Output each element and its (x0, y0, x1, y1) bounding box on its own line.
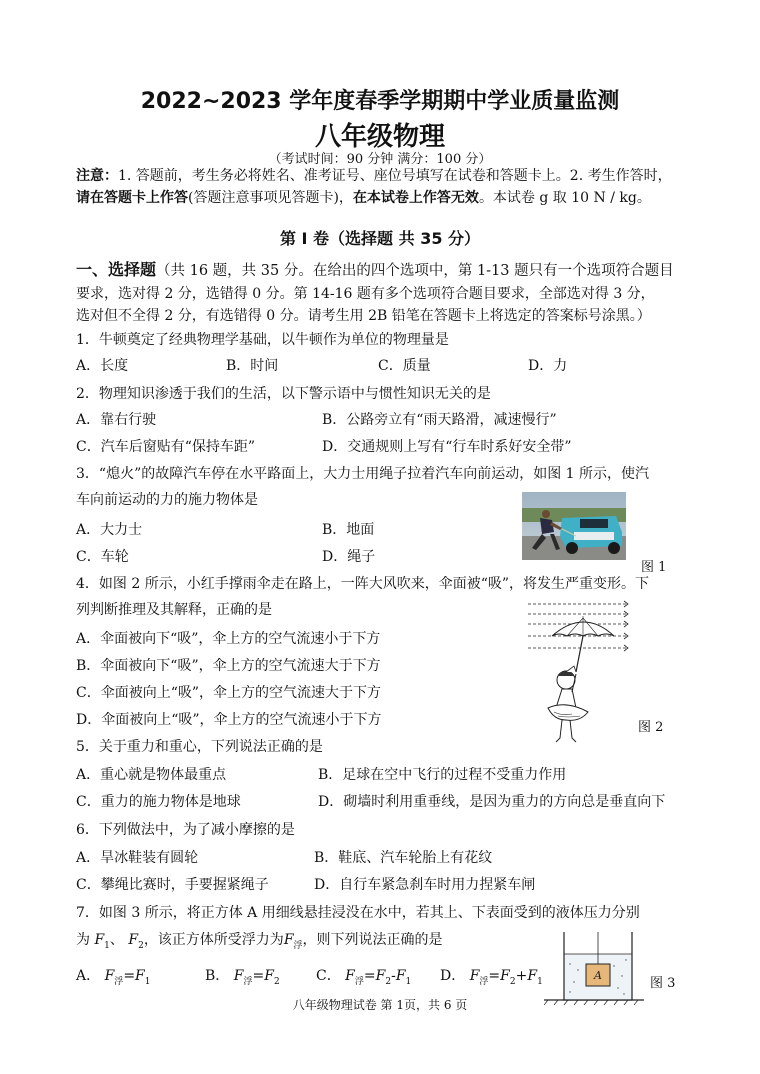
q4-option-d: D．伞面被向上“吸”，伞上方的空气流速小于下方 (76, 712, 382, 728)
q6-option-a: A．旱冰鞋装有圆轮 (76, 850, 199, 866)
q6-stem: 6．下列做法中，为了减小摩擦的是 (76, 822, 295, 838)
q1-option-c: C．质量 (378, 358, 431, 374)
part1-line-2: 要求，选对得 2 分，选错得 0 分。第 14-16 题有多个选项符合题目要求，全部选对得 3 分， (76, 286, 655, 302)
q5-option-b: B．足球在空中飞行的过程不受重力作用 (318, 767, 567, 783)
q2-option-c: C．汽车后窗贴有“保持车距” (76, 439, 256, 455)
q1-option-d: D．力 (528, 358, 568, 374)
part1-line-3: 选对但不全得 2 分，有选错得 0 分。请考生用 2B 铅笔在答题卡上将选定的答案标号涂黑。） (76, 308, 651, 324)
q4-line-2: 列判断推理及其解释，正确的是 (76, 602, 272, 618)
figure-2-drawing (526, 596, 630, 748)
q3-line-2: 车向前运动的力的施力物体是 (76, 492, 258, 508)
notice-line-2: 请在答题卡上作答(答题注意事项见答题卡)，在本试卷上作答无效。本试卷 g 取 10 N / kg。 (76, 190, 651, 206)
q7-option-d: D． $F_浮=F_2+F_1$ (440, 968, 543, 987)
q4-option-c: C．伞面被向上“吸”，伞上方的空气流速大于下方 (76, 685, 382, 701)
figure-2-label: 图 2 (638, 720, 664, 735)
umbrella-girl-image (526, 596, 630, 748)
q7-option-b: B． $F_浮=F_2$ (205, 968, 280, 987)
q7-option-a: A． $F_浮=F_1$ (76, 968, 151, 987)
q4-option-b: B．伞面被向下“吸”，伞上方的空气流速大于下方 (76, 658, 381, 674)
q5-option-a: A．重心就是物体最重点 (76, 767, 227, 783)
beaker-block-image (544, 930, 644, 1006)
q7-option-c: C． $F_浮=F_2-F_1$ (316, 968, 412, 987)
figure-3-label: 图 3 (650, 976, 676, 991)
page-footer: 八年级物理试卷 第 1页，共 6 页 (292, 998, 468, 1012)
subject-title: 八年级物理 (314, 122, 445, 152)
figure-3-drawing (544, 930, 644, 1006)
notice-label: 注意： (76, 168, 118, 184)
q3-option-a: A．大力士 (76, 522, 143, 538)
q6-option-d: D．自行车紧急刹车时用力捏紧车闸 (314, 877, 536, 893)
q4-line-1: 4．如图 2 所示，小红手撑雨伞走在路上，一阵大风吹来，伞面被“吸”，将发生严重变形。下 (76, 576, 650, 592)
part1-line-1: 一、选择题（共 16 题，共 35 分。在给出的四个选项中，第 1-13 题只有一个选项符合题目 (76, 260, 674, 279)
q1-option-a: A．长度 (76, 358, 129, 374)
strongman-car-image (522, 492, 626, 560)
part1-label: 一、选择题 (76, 260, 157, 279)
q3-option-b: B．地面 (322, 522, 375, 538)
q3-line-1: 3．“熄火”的故障汽车停在水平路面上，大力士用绳子拉着汽车向前运动，如图 1 所示，使汽 (76, 466, 650, 482)
block-a-label: A (594, 969, 602, 982)
q1-stem: 1．牛顿奠定了经典物理学基础，以牛顿作为单位的物理量是 (76, 332, 449, 348)
q7-line-2: 为 $F_1$、 $F_2$，该正方体所受浮力为$F_浮$，则下列说法正确的是 (76, 932, 443, 951)
section-title: 第 I 卷（选择题 共 35 分） (279, 229, 481, 248)
figure-1-photo (522, 492, 626, 560)
q6-option-c: C．攀绳比赛时，手要握紧绳子 (76, 877, 269, 893)
q1-option-b: B．时间 (226, 358, 279, 374)
q5-stem: 5．关于重力和重心，下列说法正确的是 (76, 739, 323, 755)
q6-option-b: B．鞋底、汽车轮胎上有花纹 (314, 850, 493, 866)
q3-option-d: D．绳子 (322, 549, 376, 565)
exam-title: 2022~2023 学年度春季学期期中学业质量监测 (140, 89, 620, 114)
q2-option-a: A．靠右行驶 (76, 412, 157, 428)
q7-line-1: 7．如图 3 所示，将正方体 A 用细线悬挂浸没在水中，若其上、下表面受到的液体压力分别 (76, 905, 640, 921)
q2-option-d: D．交通规则上写有“行车时系好安全带” (322, 439, 572, 455)
q5-option-c: C．重力的施力物体是地球 (76, 794, 241, 810)
q4-option-a: A．伞面被向下“吸”，伞上方的空气流速小于下方 (76, 631, 381, 647)
q2-option-b: B．公路旁立有“雨天路滑，减速慢行” (322, 412, 557, 428)
q2-stem: 2．物理知识渗透于我们的生活，以下警示语中与惯性知识无关的是 (76, 386, 491, 402)
exam-info: （考试时间：90 分钟 满分：100 分） (268, 152, 492, 167)
notice-line-1: 注意：1. 答题前，考生务必将姓名、准考证号、座位号填写在试卷和答题卡上。2. 考生作答时， (76, 168, 672, 184)
q3-option-c: C．车轮 (76, 549, 129, 565)
q5-option-d: D．砌墙时利用重垂线，是因为重力的方向总是垂直向下 (318, 794, 666, 810)
figure-1-label: 图 1 (641, 560, 667, 575)
